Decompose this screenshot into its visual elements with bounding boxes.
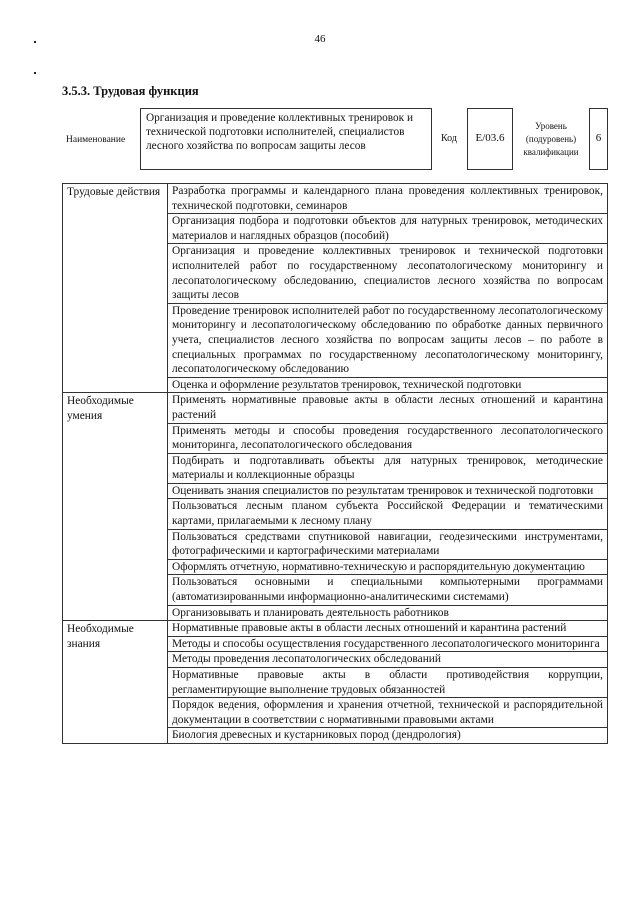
scan-mark (34, 72, 36, 74)
requirement-item: Пользоваться средствами спутниковой навигации, геодезическими инструментами, фотографическими и картографическими материалами (168, 529, 608, 559)
requirement-item: Применять нормативные правовые акты в области лесных отношений и карантина растений (168, 393, 608, 423)
category-label: Трудовые действия (63, 184, 168, 393)
code-label: Код (441, 133, 457, 144)
name-label: Наименование (66, 135, 126, 145)
requirement-item: Проведение тренировок исполнителей работ по государственному лесопатологическому мониторингу и лесопатологическому обследованию по обработке данных первичного учета, специалистов лесного хозяйства по вопросам защиты лесов – по работе в специальных программах по государственному лесопатологическому мониторингу, лесопатологическому обследованию (168, 303, 608, 377)
requirement-item: Применять методы и способы проведения государственного лесопатологического мониторинга, лесопатологического обследования (168, 423, 608, 453)
page-number: 46 (314, 33, 326, 45)
name-value: Организация и проведение коллективных тренировок и технической подготовки исполнителей, специалистов лесного хозяйства по вопросам защиты лесов (146, 112, 414, 153)
requirement-item: Биология древесных и кустарниковых пород (дендрология) (168, 728, 608, 744)
requirement-item: Методы и способы осуществления государственного лесопатологического мониторинга (168, 636, 608, 652)
requirement-item: Оценка и оформление результатов тренировок, технической подготовки (168, 377, 608, 393)
requirement-item: Методы проведения лесопатологических обследований (168, 652, 608, 668)
section-title: 3.5.3. Трудовая функция (62, 84, 199, 98)
requirement-item: Организация подбора и подготовки объектов для натурных тренировок, методических материалов и наглядных образцов (пособий) (168, 214, 608, 244)
requirement-item: Разработка программы и календарного плана проведения коллективных тренировок, технической подготовки, семинаров (168, 184, 608, 214)
requirement-item: Подбирать и подготавливать объекты для натурных тренировок, методические материалы и коллекционные образцы (168, 453, 608, 483)
requirement-item: Организовывать и планировать деятельность работников (168, 605, 608, 621)
level-value: 6 (595, 132, 602, 144)
code-value-box (467, 108, 513, 170)
requirement-item: Нормативные правовые акты в области лесных отношений и карантина растений (168, 621, 608, 637)
name-value-box (140, 108, 432, 170)
table-row (63, 393, 608, 423)
requirement-item: Порядок ведения, оформления и хранения отчетной, технической и распорядительной документации в соответствии с нормативными правовыми актами (168, 698, 608, 728)
category-label: Необходимые умения (63, 393, 168, 621)
requirement-item: Организация и проведение коллективных тренировок и технической подготовки исполнителей работ по государственному лесопатологическому мониторингу и лесопатологическому обследованию, специалистов лесного хозяйства по вопросам защиты лесов (168, 244, 608, 303)
category-label: Необходимые знания (63, 621, 168, 744)
requirement-item: Нормативные правовые акты в области противодействия коррупции, регламентирующие выполнение трудовых обязанностей (168, 668, 608, 698)
requirement-item: Оформлять отчетную, нормативно-техническую и распорядительную документацию (168, 559, 608, 575)
requirement-item: Пользоваться основными и специальными компьютерными программами (автоматизированными информационно-аналитическими системами) (168, 575, 608, 605)
table-row (63, 621, 608, 637)
level-label: Уровень (подуровень) квалификации (523, 121, 579, 157)
requirement-item: Оценивать знания специалистов по результатам тренировок и технической подготовки (168, 483, 608, 499)
level-value-box (589, 108, 608, 170)
requirement-item: Пользоваться лесным планом субъекта Российской Федерации и тематическими картами, прилагаемыми к лесному плану (168, 499, 608, 529)
table-row (63, 184, 608, 214)
code-value: E/03.6 (475, 132, 505, 144)
function-matrix (62, 183, 608, 744)
